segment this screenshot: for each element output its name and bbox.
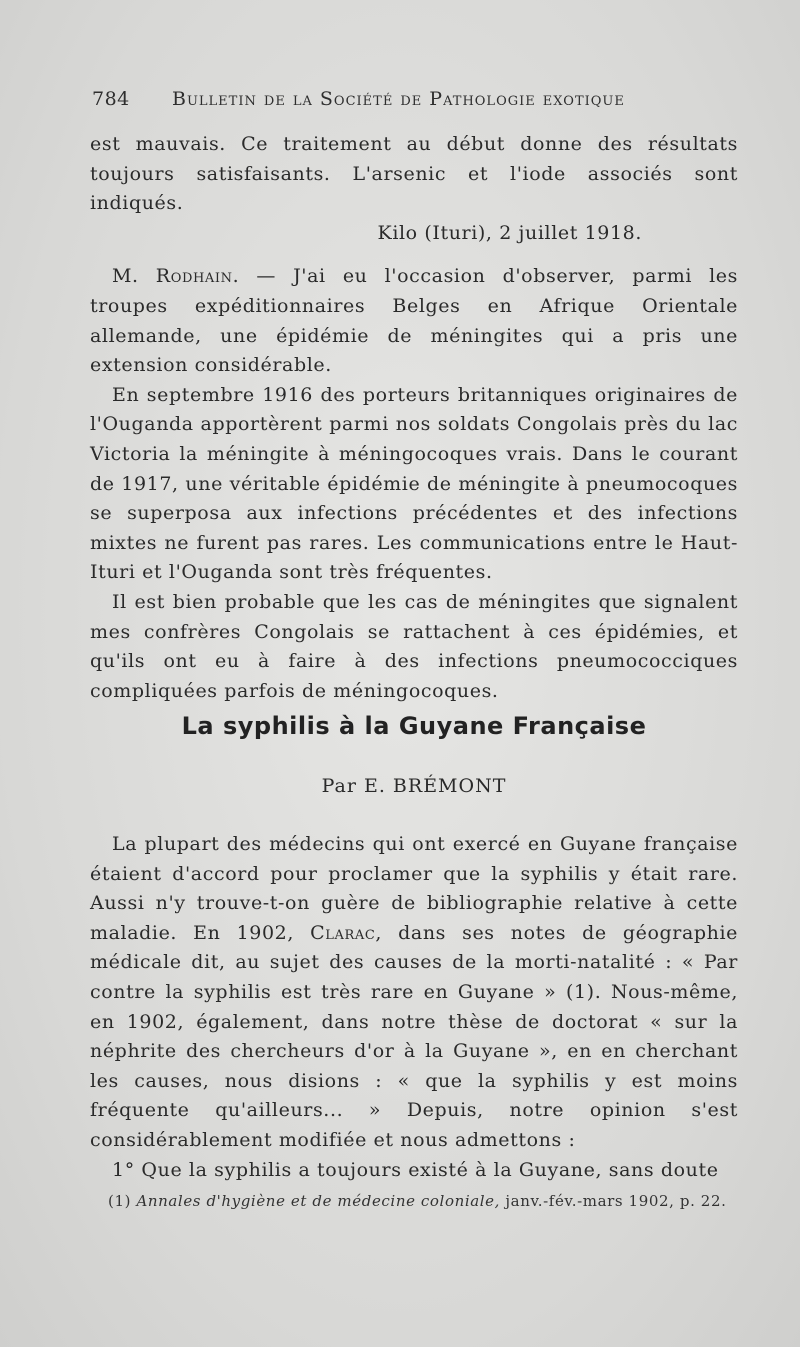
- article-paragraph-1: [90, 830, 738, 1156]
- article-title: La syphilis à la Guyane Française: [181, 712, 647, 740]
- para1-start: La plupart des médecins qui ont exercé en Guyane française étaient d'accord pour proclamer que la syphilis y était rare. Aussi n'y trouve-t-on guère de bibliographie relative à cette maladie. En 1902,: [90, 833, 738, 944]
- paragraph-rodhain: [90, 262, 738, 380]
- paragraph-ouganda: En septembre 1916 des porteurs britanniques originaires de l'Ouganda apportèrent parmi nos soldats Congolais près du lac Victoria la méningite à méningocoques vrais. Dans le courant de 1917, une véritable épidémie de méningite à pneumocoques se superposa aux infections précédentes et des infections mixtes ne furent pas rares. Les communications entre le Haut-Ituri et l'Ouganda sont très fréquentes.: [90, 383, 738, 584]
- signature-line: Kilo (Ituri), 2 juillet 1918.: [377, 221, 642, 244]
- para1-end: dans ses notes de géographie médicale dit, au sujet des causes de la morti-natalité : « Par contre la syphilis est très rare en Guyane » (1). Nous-même, en 1902, également, dans notre thèse de doctorat « sur la néphrite des chercheurs d'or à la Guyane », en en cherchant les causes, nous disions : « que la syphilis y est moins fréquente qu'ailleurs... » Depuis, notre opinion s'est considérablement modifiée et nous admettons :: [90, 921, 739, 1151]
- previous-article-text: [90, 130, 738, 706]
- running-header: [92, 88, 652, 110]
- article-paragraph-2: 1° Que la syphilis a toujours existé à la Guyane, sans doute: [112, 1158, 719, 1181]
- footnote-source: Annales d'hygiène et de médecine coloniale,: [136, 1192, 501, 1210]
- paragraph-end-previous: est mauvais. Ce traitement au début donne des résultats toujours satisfaisants. L'arsenic et l'iode associés sont indiqués.: [90, 133, 738, 215]
- footnote-marker: (1): [108, 1192, 132, 1210]
- footnote-details: janv.-fév.-mars 1902, p. 22.: [505, 1192, 727, 1210]
- running-title: Bulletin de la Société de Pathologie exotique: [172, 88, 625, 110]
- speaker-name: M. Rodhain.: [112, 265, 240, 288]
- article-body: [90, 830, 738, 1185]
- paragraph-conclusion: Il est bien probable que les cas de méningites que signalent mes confrères Congolais se rattachent à ces épidémies, et qu'ils ont eu à faire à des infections pneumococciques compliquées parfois de méningocoques.: [90, 590, 738, 702]
- author-reference: Clarac,: [310, 921, 383, 944]
- footnote: [108, 1192, 748, 1210]
- article-author: Par E. BRÉMONT: [321, 775, 507, 797]
- page-number: 784: [92, 88, 130, 110]
- rodhain-text: — J'ai eu l'occasion d'observer, parmi les troupes expéditionnaires Belges en Afrique Orientale allemande, une épidémie de méningites qui a pris une extension considérable.: [90, 265, 739, 377]
